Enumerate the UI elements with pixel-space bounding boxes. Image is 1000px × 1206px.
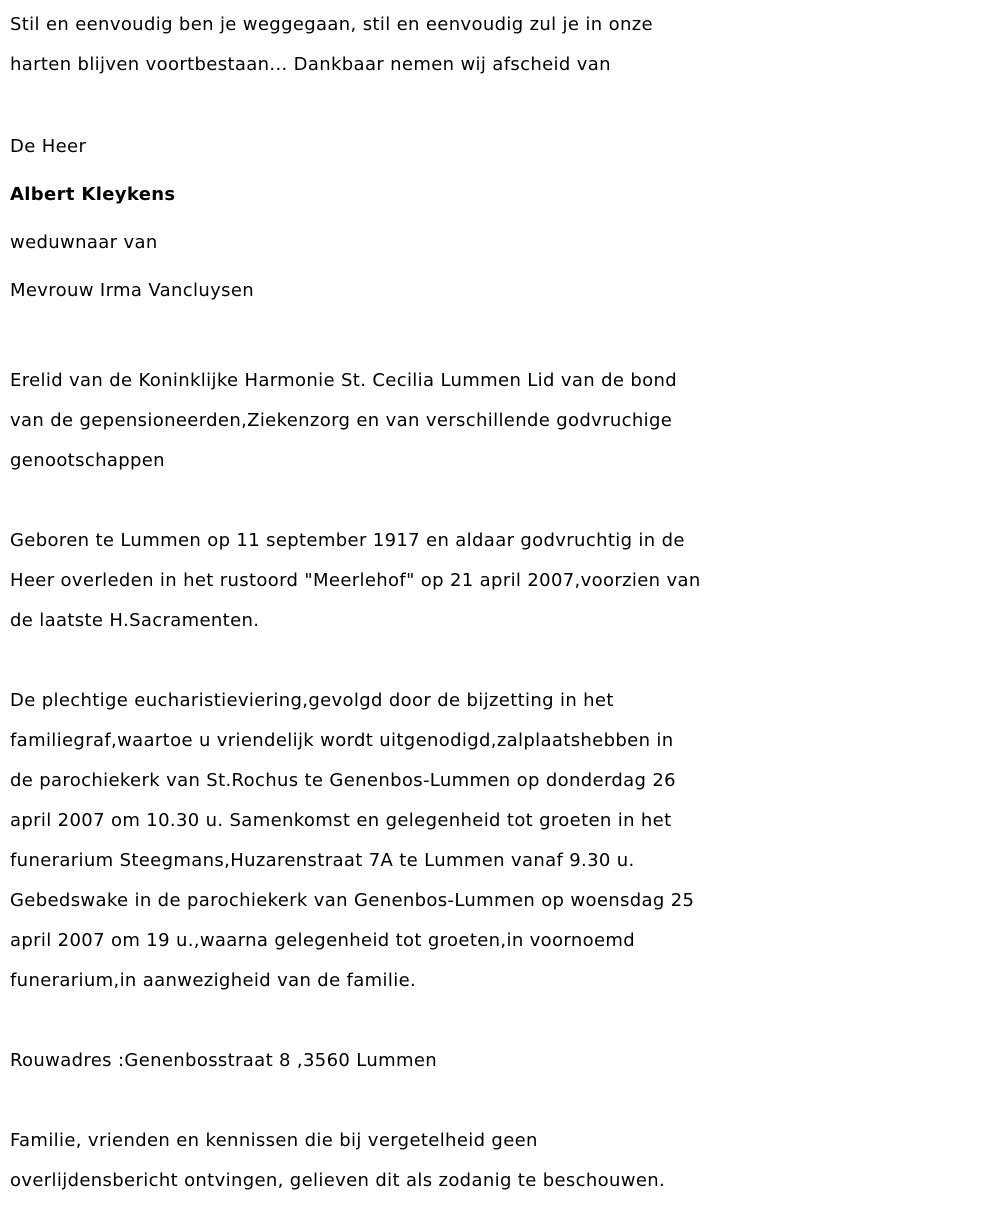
service-line: familiegraf,waartoe u vriendelijk wordt uitgenodigd,zalplaatshebben in: [10, 730, 674, 751]
closing-paragraph: [10, 1121, 990, 1201]
spouse-name: Mevrouw Irma Vancluysen: [10, 280, 255, 301]
intro-line: harten blijven voortbestaan... Dankbaar nemen wij afscheid van: [10, 54, 611, 75]
intro-paragraph: [10, 5, 990, 85]
membership-line: genootschappen: [10, 450, 165, 471]
service-line: april 2007 om 19 u.,waarna gelegenheid tot groeten,in voornoemd: [10, 930, 636, 951]
service-line: de parochiekerk van St.Rochus te Genenbos-Lummen op donderdag 26: [10, 770, 676, 791]
relation-text: weduwnaar van: [10, 232, 158, 253]
membership-line: Erelid van de Koninklijke Harmonie St. Cecilia Lummen Lid van de bond: [10, 370, 678, 391]
closing-line: Familie, vrienden en kennissen die bij vergetelheid geen: [10, 1130, 538, 1151]
mourning-address: Rouwadres :Genenbosstraat 8 ,3560 Lummen: [10, 1050, 438, 1071]
membership-line: van de gepensioneerden,Ziekenzorg en van verschillende godvruchige: [10, 410, 673, 431]
service-line: De plechtige eucharistieviering,gevolgd door de bijzetting in het: [10, 690, 614, 711]
membership-paragraph: [10, 361, 990, 481]
birth-death-paragraph: [10, 521, 990, 641]
service-paragraph: [10, 681, 990, 1001]
deceased-heading: [10, 123, 990, 315]
birth-death-line: Heer overleden in het rustoord "Meerlehof" op 21 april 2007,voorzien van: [10, 570, 701, 591]
service-line: funerarium Steegmans,Huzarenstraat 7A te Lummen vanaf 9.30 u.: [10, 850, 635, 871]
closing-line: overlijdensbericht ontvingen, gelieven dit als zodanig te beschouwen.: [10, 1170, 666, 1191]
obituary-document: [10, 0, 990, 1201]
deceased-name: Albert Kleykens: [10, 184, 176, 205]
salutation: De Heer: [10, 136, 87, 157]
birth-death-line: Geboren te Lummen op 11 september 1917 en aldaar godvruchtig in de: [10, 530, 685, 551]
service-line: funerarium,in aanwezigheid van de familie.: [10, 970, 417, 991]
service-line: Gebedswake in de parochiekerk van Genenbos-Lummen op woensdag 25: [10, 890, 695, 911]
address-paragraph: [10, 1041, 990, 1081]
service-line: april 2007 om 10.30 u. Samenkomst en gelegenheid tot groeten in het: [10, 810, 672, 831]
intro-line: Stil en eenvoudig ben je weggegaan, stil en eenvoudig zul je in onze: [10, 14, 653, 35]
birth-death-line: de laatste H.Sacramenten.: [10, 610, 260, 631]
